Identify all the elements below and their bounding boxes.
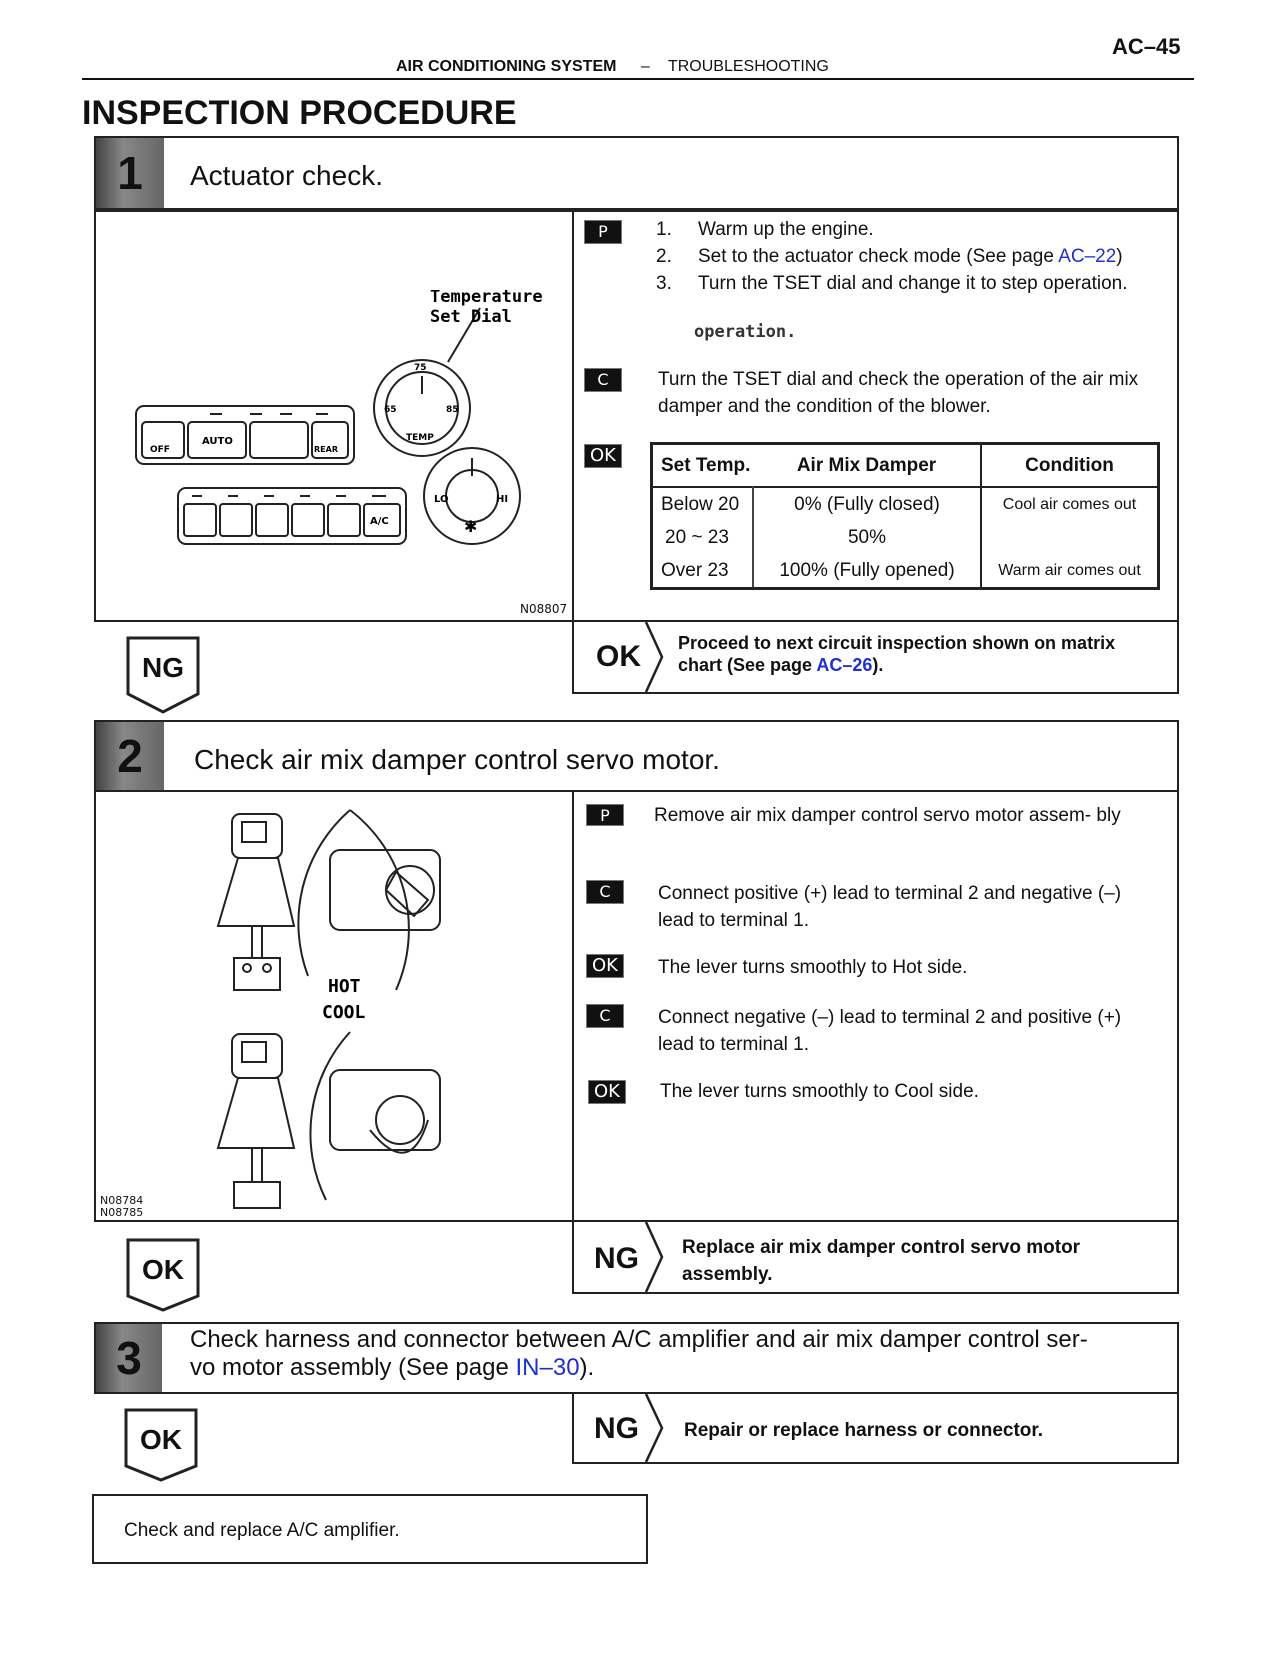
step2-prep-text: Remove air mix damper control servo motor assem- bly	[654, 805, 1121, 826]
table-cell: Cool air comes out	[981, 487, 1157, 521]
ok-label-step1: OK	[596, 640, 641, 673]
link-in-30[interactable]: IN–30	[515, 1354, 580, 1381]
prep-item-1: 1. Warm up the engine.	[656, 219, 874, 240]
page-title: INSPECTION PROCEDURE	[82, 94, 517, 132]
fig-hot-label: HOT	[328, 976, 361, 997]
step2-ok1-badge: OK	[586, 954, 624, 978]
fig-dial-left: 65	[384, 405, 397, 415]
running-header	[396, 58, 829, 76]
stray-text: operation.	[694, 322, 797, 342]
servo-motor-figure	[200, 800, 500, 1210]
ok-label-step2: OK	[142, 1254, 184, 1285]
step1-number: 1	[96, 138, 164, 208]
prep-item-3: 3. Turn the TSET dial and change it to step operation.	[656, 273, 1128, 294]
check-badge: C	[584, 368, 622, 392]
table-cell: 20 ~ 23	[653, 521, 753, 554]
ok-label-step3: OK	[140, 1424, 182, 1455]
fig-cool-label: COOL	[322, 1002, 366, 1023]
header-section: AIR CONDITIONING SYSTEM	[396, 58, 617, 75]
fig-dial-temp: TEMP	[406, 433, 434, 443]
final-action-text: Check and replace A/C amplifier.	[124, 1520, 400, 1541]
step1-control-panel-figure	[120, 290, 560, 590]
step2-figure-code1: N08784	[100, 1194, 144, 1207]
ok-chevron-step1	[644, 622, 666, 692]
ng-chevron-step3	[644, 1394, 666, 1462]
check-text: Turn the TSET dial and check the operation of the air mix damper and the condition of the blower.	[658, 369, 1139, 417]
table-cell: 100% (Fully opened)	[779, 559, 955, 581]
step2-check2-badge: C	[586, 1004, 624, 1028]
table-header: Condition	[981, 445, 1157, 487]
ng-chevron-step2	[644, 1222, 666, 1292]
table-cell: Below 20	[653, 487, 753, 521]
step2-ok2-badge: OK	[588, 1080, 626, 1104]
page-number: AC–45	[1112, 34, 1181, 59]
step3-ng-result-text: Repair or replace harness or connector.	[684, 1420, 1044, 1441]
fig-dial-value: 75	[414, 363, 427, 373]
ok-result-text: Proceed to next circuit inspection shown on matrix chart (See page AC–26).	[678, 633, 1116, 675]
fig-fan-lo: LO	[434, 494, 449, 505]
header-separator: –	[640, 58, 650, 75]
condition-table	[650, 442, 1160, 590]
table-cell: 50%	[847, 526, 887, 548]
link-ac-26[interactable]: AC–26	[816, 655, 873, 675]
fig-label-line1: Temperature	[430, 290, 543, 307]
table-cell	[981, 521, 1157, 554]
step2-number: 2	[96, 722, 164, 790]
step3-number: 3	[96, 1324, 162, 1392]
table-header: Air Mix Damper	[796, 454, 937, 476]
link-ac-22[interactable]: AC–22	[1058, 246, 1117, 267]
ng-label-step2: NG	[594, 1242, 639, 1275]
step3-title: Check harness and connector between A/C amplifier and air mix damper control ser- vo motor assembly (See page IN–30).	[190, 1326, 1088, 1381]
step2-ok2-text: The lever turns smoothly to Cool side.	[660, 1081, 979, 1102]
step2-title: Check air mix damper control servo motor.	[194, 744, 720, 775]
step1-title: Actuator check.	[190, 160, 383, 191]
fig-button-auto: AUTO	[202, 436, 233, 447]
fig-label-line2: Set Dial	[430, 307, 512, 327]
prep-item-2: 2. Set to the actuator check mode (See page AC–22)	[656, 246, 1123, 267]
header-subsection: TROUBLESHOOTING	[667, 58, 829, 75]
fan-icon: ✱	[464, 519, 478, 536]
step2-check2-text: Connect negative (–) lead to terminal 2 and positive (+) lead to terminal 1.	[658, 1007, 1122, 1055]
fig-fan-hi: HI	[496, 494, 509, 505]
prep-badge: P	[584, 220, 622, 244]
table-cell: Over 23	[653, 554, 753, 587]
header-rule	[82, 78, 1194, 80]
step2-check1-badge: C	[586, 880, 624, 904]
fig-dial-right: 85	[446, 405, 459, 415]
step2-prep-badge: P	[586, 804, 624, 826]
table-header: Set Temp.	[661, 454, 751, 476]
step1-figure-code: N08807	[520, 602, 568, 616]
step2-ok1-text: The lever turns smoothly to Hot side.	[658, 957, 968, 978]
ng-label-step3: NG	[594, 1412, 639, 1445]
ng-label-step1: NG	[142, 652, 184, 683]
table-cell: Warm air comes out	[981, 554, 1157, 587]
step2-figure-code2: N08785	[100, 1206, 144, 1219]
fig-button-rear: REAR	[314, 445, 338, 454]
ok-badge: OK	[584, 444, 622, 468]
step2-ng-result-text: Replace air mix damper control servo motor assembly.	[682, 1237, 1081, 1285]
table-cell: 0% (Fully closed)	[794, 493, 940, 515]
fig-button-off: OFF	[150, 445, 170, 455]
step2-check1-text: Connect positive (+) lead to terminal 2 and negative (–) lead to terminal 1.	[658, 883, 1122, 931]
fig-ac-label: A/C	[370, 516, 389, 527]
